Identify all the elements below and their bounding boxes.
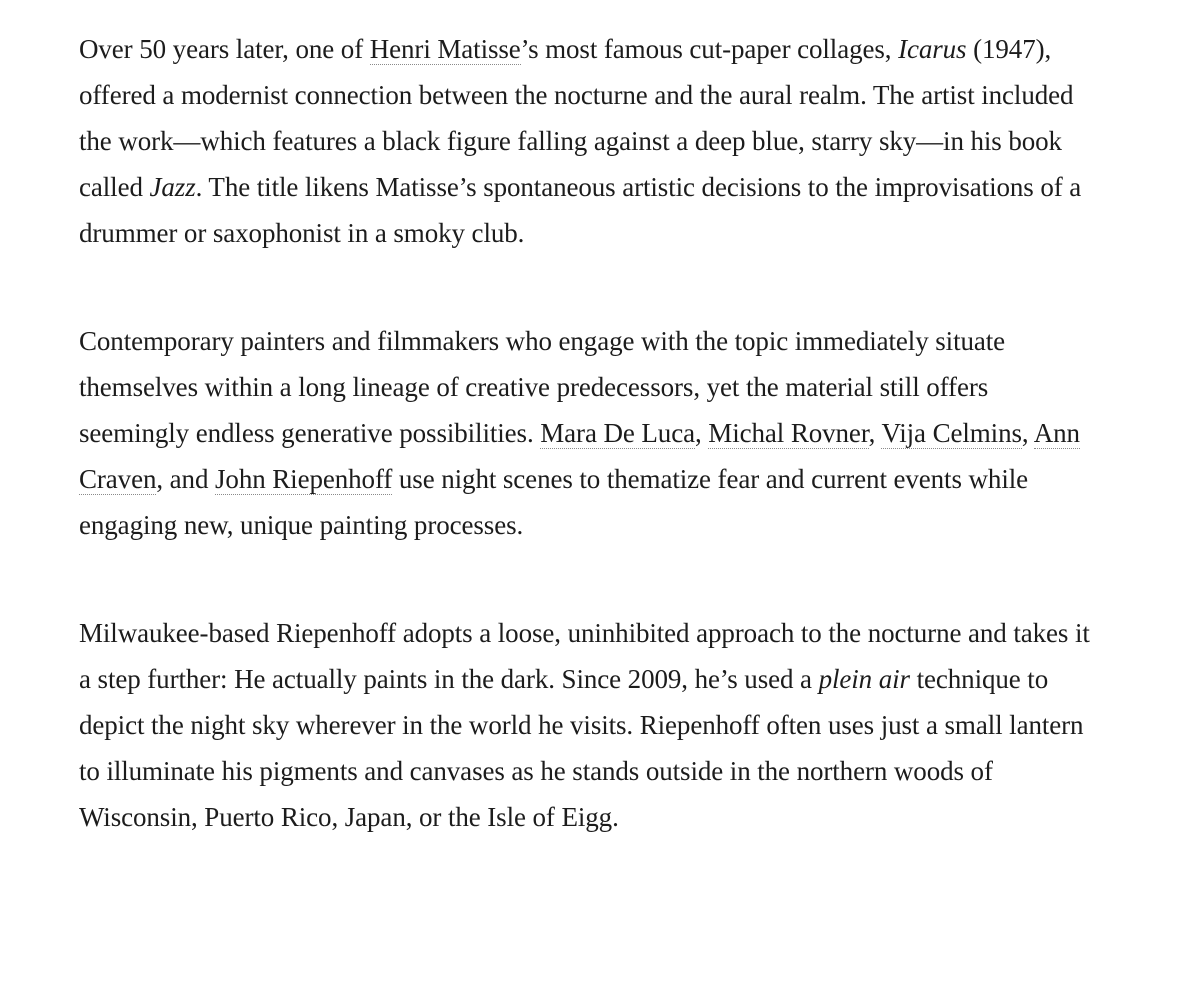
text-segment: use night scenes to thematize fear and current events while engaging new, unique painting processes.	[79, 464, 1029, 540]
text-segment: (1947), offered a modernist connection between the nocturne and the aural realm. The artist included the work—which features a black figure falling against a deep blue, starry sky—in his book called	[79, 34, 1074, 202]
link-mara-de-luca[interactable]: Mara De Luca	[540, 418, 695, 448]
text-segment: . The title likens Matisse’s spontaneous artistic decisions to the improvisations of a drummer or saxophonist in a smoky club.	[79, 172, 1082, 248]
link-michal-rovner[interactable]: Michal Rovner	[708, 418, 869, 448]
title-icarus: Icarus	[898, 34, 967, 64]
link-vija-celmins[interactable]: Vija Celmins	[881, 418, 1022, 448]
paragraph-matisse	[79, 26, 1099, 256]
link-henri-matisse[interactable]: Henri Matisse	[369, 34, 521, 64]
title-jazz: Jazz	[149, 172, 196, 202]
text-segment: technique to depict the night sky wherever in the world he visits. Riepenhoff often uses just a small lantern to illuminate his pigments and canvases as he stands outside in the northern woods of Wisconsin, Puerto Rico, Japan, or the Isle of Eigg.	[79, 664, 1084, 832]
link-ann-craven[interactable]: Ann Craven	[79, 418, 1080, 494]
text-segment: , and	[156, 464, 216, 494]
paragraph-riepenhoff	[79, 610, 1099, 840]
text-segment: Contemporary painters and filmmakers who engage with the topic immediately situate themselves within a long lineage of creative predecessors, yet the material still offers seemingly endless generative possibilities.	[79, 326, 1006, 448]
text-segment: ’s most famous cut-paper collages,	[520, 34, 899, 64]
paragraph-contemporary	[79, 318, 1099, 548]
link-john-riepenhoff[interactable]: John Riepenhoff	[215, 464, 393, 494]
text-segment: Over 50 years later, one of	[79, 34, 370, 64]
text-segment: ,	[868, 418, 882, 448]
text-segment: ,	[1021, 418, 1034, 448]
article-body	[79, 26, 1099, 902]
text-segment: ,	[694, 418, 709, 448]
text-segment: Milwaukee-based Riepenhoff adopts a loose, uninhibited approach to the nocturne and takes it a step further: He actually paints in the dark. Since 2009, he’s used a	[79, 618, 1090, 694]
term-plein-air: plein air	[818, 664, 910, 694]
